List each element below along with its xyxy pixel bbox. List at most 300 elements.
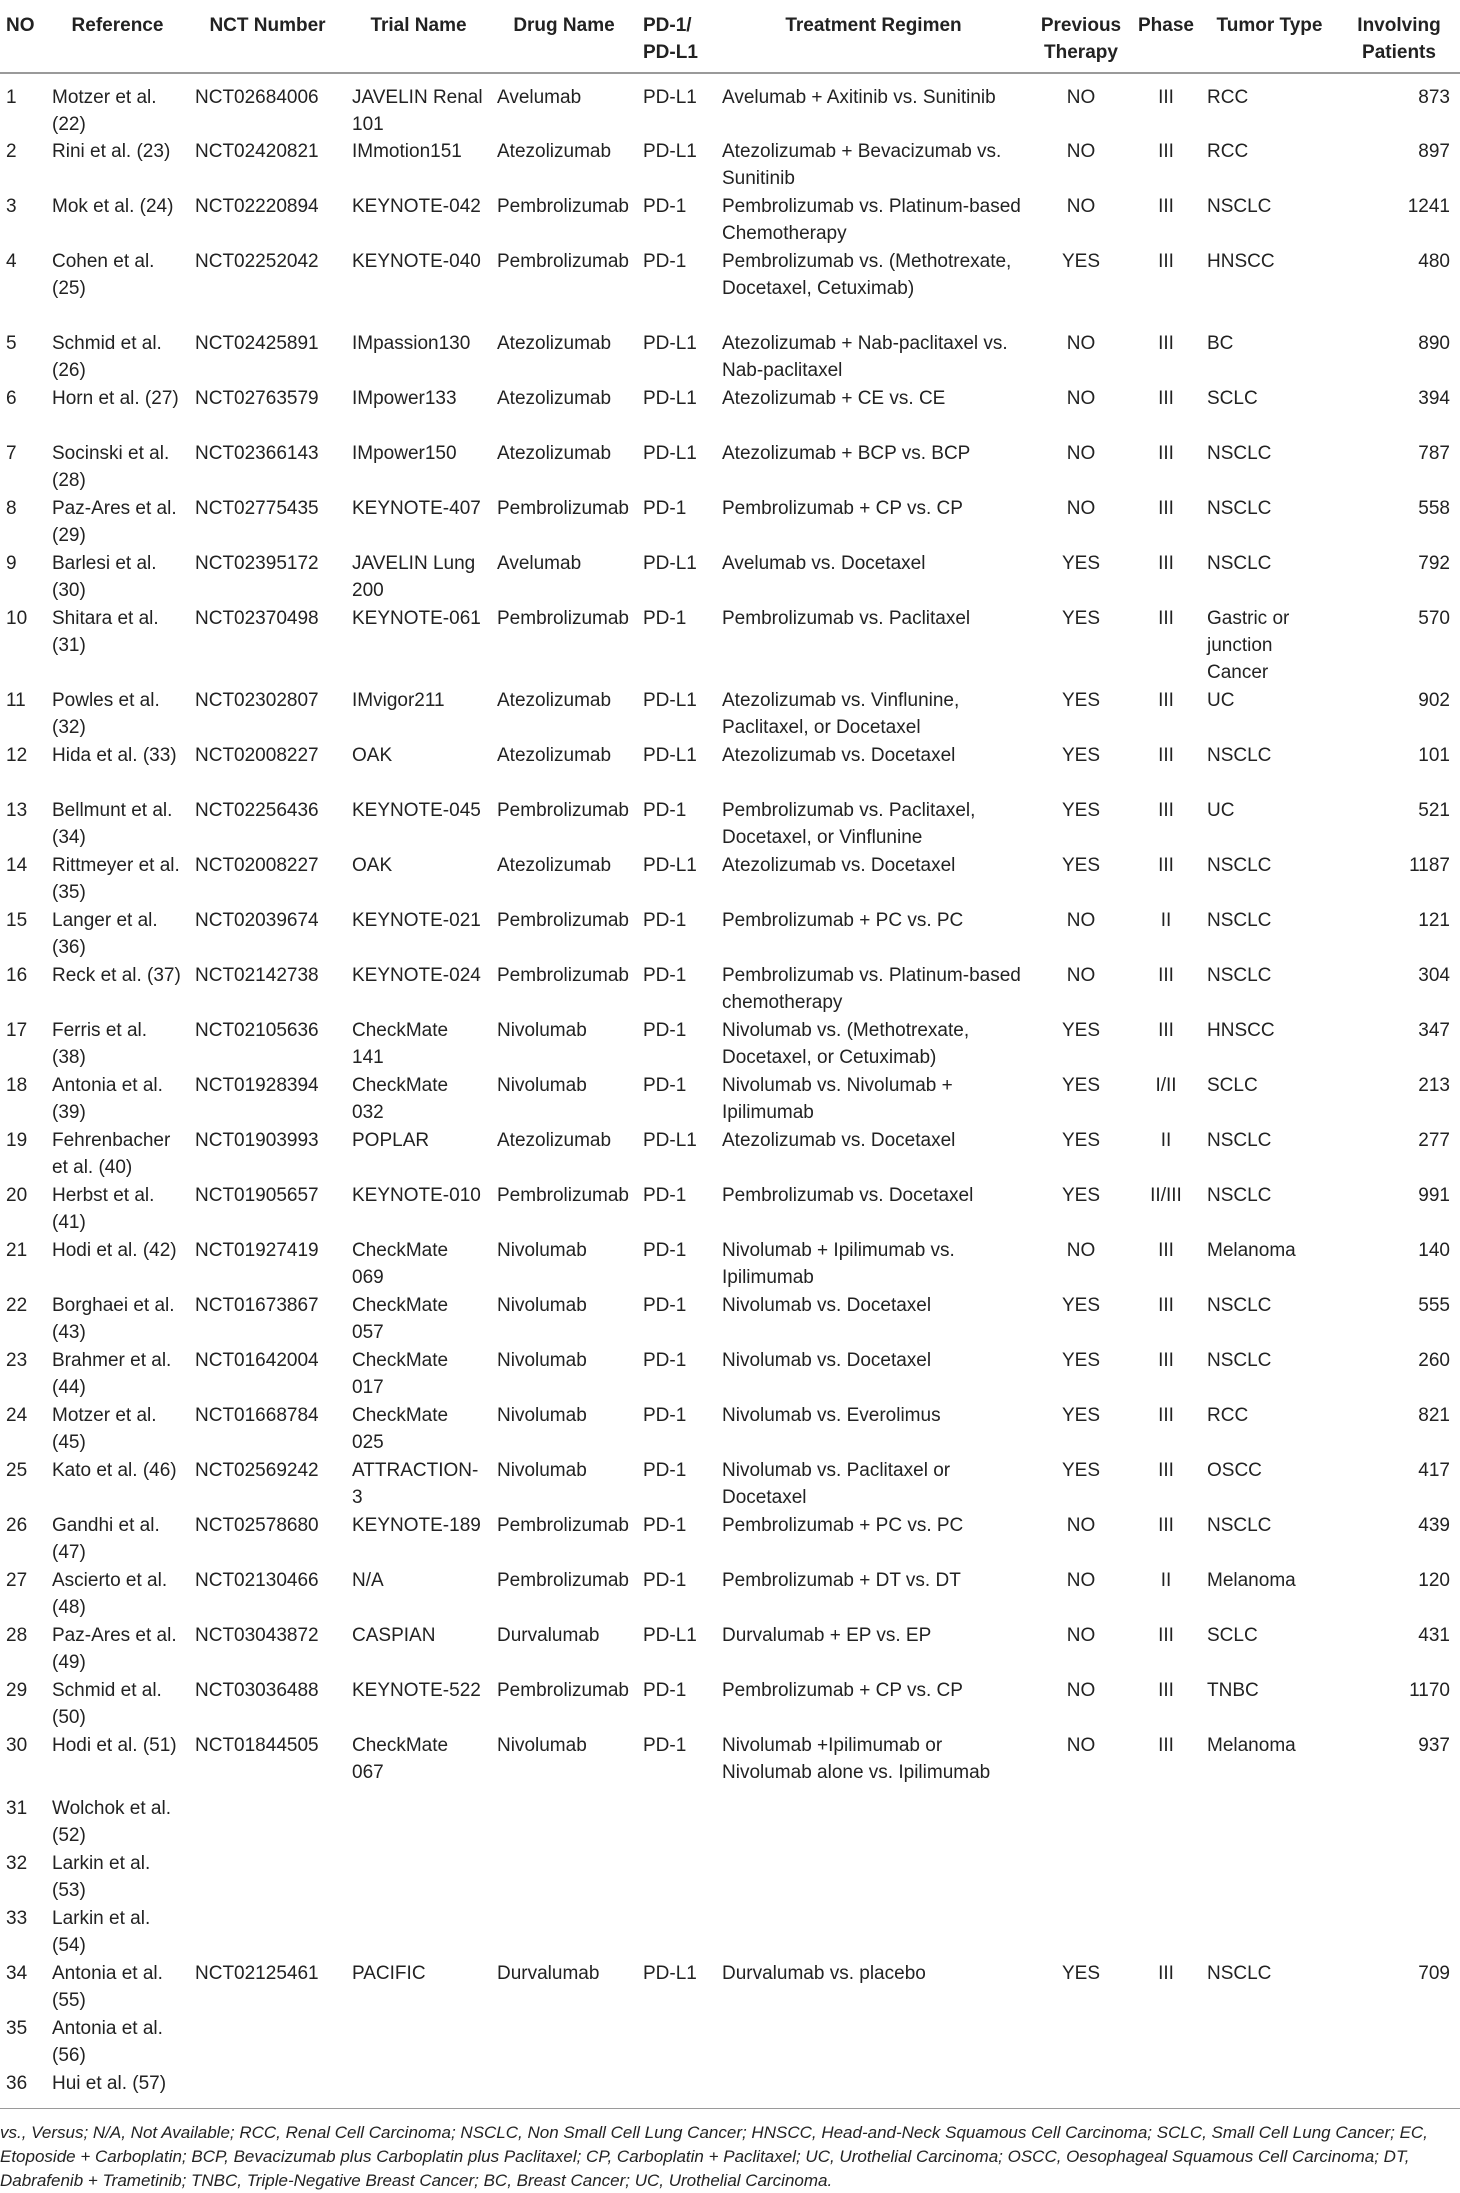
cell-phase: [1131, 2015, 1201, 2070]
cell-phase: III: [1158, 1295, 1174, 1316]
cell-drug-name: Avelumab: [497, 87, 582, 108]
cell-previous-therapy: NO: [1066, 141, 1096, 162]
cell-treatment-regimen: [716, 2070, 1031, 2102]
cell-involving-patients: 555: [1418, 1295, 1450, 1316]
cell-reference: Shitara et al. (31): [52, 608, 159, 656]
table-row: [0, 742, 1460, 797]
cell-nct-number: NCT02425891: [195, 333, 319, 354]
cell-drug-name: Pembrolizumab: [497, 1185, 629, 1206]
cell-phase: III: [1158, 1963, 1174, 1984]
cell-nct-number: NCT02684006: [195, 87, 319, 108]
cell-involving-patients: 897: [1418, 141, 1450, 162]
cell-involving-patients: 709: [1418, 1963, 1450, 1984]
cell-nct-number: [189, 1850, 346, 1905]
cell-phase: III: [1158, 498, 1174, 519]
cell-no: 17: [6, 1020, 28, 1041]
cell-no: 31: [6, 1798, 28, 1819]
cell-involving-patients: 873: [1418, 87, 1450, 108]
cell-involving-patients: [1338, 1850, 1460, 1905]
cell-tumor-type: NSCLC: [1207, 1130, 1272, 1151]
cell-previous-therapy: [1031, 1905, 1131, 1960]
cell-phase: III: [1158, 1680, 1174, 1701]
cell-pd1-pdl1: PD-1: [643, 1405, 687, 1426]
cell-nct-number: NCT02578680: [195, 1515, 319, 1536]
cell-reference: Hida et al. (33): [52, 745, 177, 766]
cell-trial-name: KEYNOTE-040: [352, 251, 481, 272]
cell-treatment-regimen: [716, 1905, 1031, 1960]
cell-tumor-type: HNSCC: [1207, 251, 1275, 272]
cell-reference: Gandhi et al. (47): [52, 1515, 160, 1563]
cell-nct-number: NCT02142738: [195, 965, 319, 986]
table-row: [0, 1677, 1460, 1732]
cell-pd1-pdl1: PD-1: [643, 1020, 687, 1041]
cell-pd1-pdl1: PD-L1: [643, 333, 697, 354]
cell-nct-number: NCT02775435: [195, 498, 319, 519]
cell-previous-therapy: YES: [1061, 1075, 1101, 1096]
cell-involving-patients: [1338, 1787, 1460, 1850]
cell-pd1-pdl1: PD-L1: [643, 745, 697, 766]
cell-trial-name: ATTRACTION-3: [352, 1460, 479, 1508]
cell-nct-number: NCT02395172: [195, 553, 319, 574]
cell-nct-number: NCT02125461: [195, 1963, 319, 1984]
table-row: [0, 1292, 1460, 1347]
table-row: [0, 1402, 1460, 1457]
cell-trial-name: [346, 1850, 491, 1905]
cell-previous-therapy: [1031, 1787, 1131, 1850]
cell-involving-patients: 991: [1418, 1185, 1450, 1206]
cell-involving-patients: 1170: [1409, 1680, 1450, 1701]
cell-nct-number: NCT02105636: [195, 1020, 319, 1041]
cell-no: 12: [6, 745, 28, 766]
cell-drug-name: Pembrolizumab: [497, 1680, 629, 1701]
cell-no: 7: [6, 443, 17, 464]
cell-nct-number: NCT02302807: [195, 690, 319, 711]
cell-drug-name: Pembrolizumab: [497, 1515, 629, 1536]
cell-reference: Brahmer et al. (44): [52, 1350, 172, 1398]
cell-pd1-pdl1: PD-1: [643, 1295, 687, 1316]
table-row: [0, 797, 1460, 852]
cell-no: 25: [6, 1460, 28, 1481]
cell-pd1-pdl1: PD-1: [643, 1515, 687, 1536]
cell-previous-therapy: [1031, 2015, 1131, 2070]
cell-no: 16: [6, 965, 28, 986]
cell-previous-therapy: YES: [1061, 251, 1101, 272]
cell-pd1-pdl1: PD-1: [643, 498, 687, 519]
cell-tumor-type: NSCLC: [1207, 1350, 1272, 1371]
cell-no: 27: [6, 1570, 28, 1591]
cell-no: 20: [6, 1185, 28, 1206]
cell-pd1-pdl1: PD-1: [643, 1075, 687, 1096]
cell-involving-patients: 558: [1418, 498, 1450, 519]
cell-involving-patients: 417: [1418, 1460, 1450, 1481]
cell-drug-name: Pembrolizumab: [497, 498, 629, 519]
cell-drug-name: [491, 1905, 637, 1960]
cell-tumor-type: UC: [1207, 800, 1235, 821]
table-row: [0, 1457, 1460, 1512]
cell-phase: I/II: [1155, 1075, 1177, 1096]
cell-previous-therapy: YES: [1061, 800, 1101, 821]
cell-involving-patients: 570: [1418, 608, 1450, 629]
cell-reference: Ferris et al. (38): [52, 1020, 148, 1068]
cell-tumor-type: OSCC: [1207, 1460, 1262, 1481]
cell-trial-name: CheckMate 067: [352, 1735, 449, 1783]
cell-trial-name: [346, 1787, 491, 1850]
cell-treatment-regimen: Atezolizumab vs. Docetaxel: [722, 745, 956, 766]
cell-no: 36: [6, 2073, 28, 2094]
cell-pd1-pdl1: PD-1: [643, 965, 687, 986]
cell-previous-therapy: NO: [1066, 388, 1096, 409]
cell-no: 14: [6, 855, 28, 876]
cell-phase: III: [1158, 1020, 1174, 1041]
cell-pd1-pdl1: PD-1: [643, 1185, 687, 1206]
table-row: [0, 440, 1460, 495]
cell-trial-name: IMpower133: [352, 388, 457, 409]
cell-phase: III: [1158, 333, 1174, 354]
cell-no: 28: [6, 1625, 28, 1646]
cell-tumor-type: UC: [1207, 690, 1235, 711]
cell-nct-number: NCT01928394: [195, 1075, 319, 1096]
cell-drug-name: Atezolizumab: [497, 1130, 612, 1151]
header-trial-name: Trial Name: [370, 15, 467, 36]
table-row: [0, 1622, 1460, 1677]
cell-involving-patients: 304: [1418, 965, 1450, 986]
cell-treatment-regimen: Atezolizumab vs. Docetaxel: [722, 1130, 956, 1151]
cell-phase: III: [1158, 800, 1174, 821]
cell-trial-name: KEYNOTE-042: [352, 196, 481, 217]
cell-involving-patients: 101: [1418, 745, 1450, 766]
cell-previous-therapy: YES: [1061, 855, 1101, 876]
cell-no: 3: [6, 196, 17, 217]
cell-drug-name: Avelumab: [497, 553, 582, 574]
cell-drug-name: Nivolumab: [497, 1350, 587, 1371]
cell-involving-patients: [1338, 1905, 1460, 1960]
cell-involving-patients: 347: [1418, 1020, 1450, 1041]
cell-phase: III: [1158, 1460, 1174, 1481]
cell-phase: [1131, 1787, 1201, 1850]
cell-treatment-regimen: Nivolumab +Ipilimumab or Nivolumab alone vs. Ipilimumab: [722, 1735, 991, 1783]
table-footnote: vs., Versus; N/A, Not Available; RCC, Renal Cell Carcinoma; NSCLC, Non Small Cell Lung Cancer; HNSCC, Head-and-Neck Squamous Cell Carcinoma; SCLC, Small Cell Lung Cancer; EC, Etoposide + Carboplatin; BCP, Bevacizumab plus Carboplatin plus Paclitaxel; CP, Carboplatin + Paclitaxel; UC, Urothelial Carcinoma; OSCC, Oesophageal Squamous Cell Carcinoma; DT, Dabrafenib + Trametinib; TNBC, Triple-Negative Breast Cancer; BC, Breast Cancer; UC, Urothelial Carcinoma.: [0, 2108, 1460, 2193]
cell-drug-name: Pembrolizumab: [497, 800, 629, 821]
table-row: [0, 193, 1460, 248]
cell-pd1-pdl1: PD-L1: [643, 443, 697, 464]
table-row: [0, 138, 1460, 193]
cell-treatment-regimen: Pembrolizumab + PC vs. PC: [722, 910, 964, 931]
cell-drug-name: Nivolumab: [497, 1295, 587, 1316]
cell-trial-name: POPLAR: [352, 1130, 430, 1151]
cell-no: 33: [6, 1908, 28, 1929]
cell-trial-name: JAVELIN Renal 101: [352, 87, 483, 135]
cell-reference: Bellmunt et al. (34): [52, 800, 173, 848]
cell-nct-number: NCT02220894: [195, 196, 319, 217]
cell-reference: Hodi et al. (42): [52, 1240, 177, 1261]
cell-previous-therapy: NO: [1066, 910, 1096, 931]
cell-phase: III: [1158, 443, 1174, 464]
cell-phase: II: [1160, 1130, 1172, 1151]
cell-previous-therapy: YES: [1061, 608, 1101, 629]
cell-nct-number: NCT02366143: [195, 443, 319, 464]
cell-previous-therapy: NO: [1066, 1735, 1096, 1756]
cell-drug-name: Durvalumab: [497, 1625, 600, 1646]
cell-involving-patients: 120: [1418, 1570, 1450, 1591]
cell-phase: III: [1158, 1735, 1174, 1756]
header-involving-patients: Involving Patients: [1357, 15, 1441, 63]
cell-involving-patients: 890: [1418, 333, 1450, 354]
cell-reference: Antonia et al. (56): [52, 2018, 163, 2066]
cell-previous-therapy: NO: [1066, 1625, 1096, 1646]
cell-tumor-type: RCC: [1207, 141, 1249, 162]
cell-previous-therapy: YES: [1061, 1405, 1101, 1426]
cell-treatment-regimen: [716, 1787, 1031, 1850]
cell-reference: Reck et al. (37): [52, 965, 181, 986]
cell-phase: III: [1158, 1405, 1174, 1426]
cell-treatment-regimen: Pembrolizumab + CP vs. CP: [722, 1680, 963, 1701]
cell-involving-patients: 787: [1418, 443, 1450, 464]
cell-phase: [1131, 1850, 1201, 1905]
table-row: [0, 1072, 1460, 1127]
cell-no: 5: [6, 333, 17, 354]
cell-drug-name: Pembrolizumab: [497, 251, 629, 272]
cell-no: 1: [6, 87, 17, 108]
cell-nct-number: NCT01642004: [195, 1350, 319, 1371]
cell-pd1-pdl1: PD-1: [643, 1240, 687, 1261]
table-row: [0, 852, 1460, 907]
cell-pd1-pdl1: PD-L1: [643, 388, 697, 409]
cell-involving-patients: 394: [1418, 388, 1450, 409]
cell-no: 34: [6, 1963, 28, 1984]
cell-drug-name: Nivolumab: [497, 1735, 587, 1756]
cell-treatment-regimen: Pembrolizumab + CP vs. CP: [722, 498, 963, 519]
cell-previous-therapy: YES: [1061, 553, 1101, 574]
cell-phase: II: [1160, 910, 1172, 931]
cell-reference: Hodi et al. (51): [52, 1735, 177, 1756]
cell-trial-name: CheckMate 057: [352, 1295, 449, 1343]
cell-reference: Schmid et al. (50): [52, 1680, 162, 1728]
cell-nct-number: [189, 1787, 346, 1850]
cell-no: 4: [6, 251, 17, 272]
cell-nct-number: NCT02256436: [195, 800, 319, 821]
cell-pd1-pdl1: PD-1: [643, 1680, 687, 1701]
cell-drug-name: Pembrolizumab: [497, 608, 629, 629]
cell-pd1-pdl1: [637, 1787, 716, 1850]
cell-pd1-pdl1: [637, 2070, 716, 2102]
cell-tumor-type: Gastric or junction Cancer: [1207, 608, 1290, 683]
cell-pd1-pdl1: PD-L1: [643, 855, 697, 876]
cell-no: 22: [6, 1295, 28, 1316]
cell-reference: Barlesi et al. (30): [52, 553, 157, 601]
cell-tumor-type: Melanoma: [1207, 1735, 1296, 1756]
cell-previous-therapy: NO: [1066, 87, 1096, 108]
cell-treatment-regimen: Pembrolizumab vs. Docetaxel: [722, 1185, 974, 1206]
cell-involving-patients: 902: [1418, 690, 1450, 711]
cell-nct-number: NCT01668784: [195, 1405, 319, 1426]
cell-nct-number: NCT01673867: [195, 1295, 319, 1316]
cell-involving-patients: 521: [1418, 800, 1450, 821]
table-row: [0, 1512, 1460, 1567]
cell-previous-therapy: NO: [1066, 333, 1096, 354]
cell-reference: Horn et al. (27): [52, 388, 179, 409]
table-row: [0, 962, 1460, 1017]
cell-pd1-pdl1: [637, 1850, 716, 1905]
cell-pd1-pdl1: PD-1: [643, 1350, 687, 1371]
cell-involving-patients: 260: [1418, 1350, 1450, 1371]
cell-treatment-regimen: Pembrolizumab vs. Platinum-based chemotherapy: [722, 965, 1021, 1013]
cell-trial-name: KEYNOTE-407: [352, 498, 481, 519]
cell-no: 32: [6, 1853, 28, 1874]
cell-drug-name: Atezolizumab: [497, 333, 612, 354]
table-row: [0, 248, 1460, 330]
cell-trial-name: CheckMate 032: [352, 1075, 449, 1123]
cell-phase: III: [1158, 855, 1174, 876]
cell-no: 24: [6, 1405, 28, 1426]
cell-trial-name: IMpassion130: [352, 333, 471, 354]
cell-phase: III: [1158, 1625, 1174, 1646]
cell-nct-number: NCT03043872: [195, 1625, 319, 1646]
cell-phase: III: [1158, 196, 1174, 217]
table-row: [0, 550, 1460, 605]
cell-drug-name: Atezolizumab: [497, 443, 612, 464]
cell-pd1-pdl1: PD-L1: [643, 87, 697, 108]
cell-phase: III: [1158, 1515, 1174, 1536]
cell-reference: Ascierto et al. (48): [52, 1570, 168, 1618]
cell-phase: III: [1158, 1240, 1174, 1261]
cell-pd1-pdl1: [637, 2015, 716, 2070]
cell-reference: Paz-Ares et al. (49): [52, 1625, 177, 1673]
cell-phase: III: [1158, 141, 1174, 162]
cell-involving-patients: [1338, 2070, 1460, 2102]
header-drug-name: Drug Name: [513, 15, 615, 36]
cell-drug-name: Pembrolizumab: [497, 1570, 629, 1591]
cell-no: 30: [6, 1735, 28, 1756]
cell-drug-name: Atezolizumab: [497, 745, 612, 766]
cell-trial-name: KEYNOTE-061: [352, 608, 481, 629]
cell-reference: Borghaei et al. (43): [52, 1295, 175, 1343]
cell-pd1-pdl1: PD-1: [643, 608, 687, 629]
cell-trial-name: N/A: [352, 1570, 384, 1591]
cell-reference: Rini et al. (23): [52, 141, 171, 162]
table-row: [0, 1960, 1460, 2015]
cell-tumor-type: BC: [1207, 333, 1234, 354]
cell-pd1-pdl1: PD-L1: [643, 1130, 697, 1151]
cell-reference: Schmid et al. (26): [52, 333, 162, 381]
table-row: [0, 1127, 1460, 1182]
cell-tumor-type: SCLC: [1207, 1625, 1258, 1646]
cell-treatment-regimen: Pembrolizumab vs. Paclitaxel, Docetaxel, or Vinflunine: [722, 800, 976, 848]
cell-reference: Larkin et al. (54): [52, 1908, 151, 1956]
cell-trial-name: KEYNOTE-522: [352, 1680, 481, 1701]
cell-previous-therapy: NO: [1066, 1240, 1096, 1261]
cell-reference: Wolchok et al. (52): [52, 1798, 171, 1846]
cell-tumor-type: SCLC: [1207, 388, 1258, 409]
cell-phase: II/III: [1150, 1185, 1182, 1206]
cell-phase: [1131, 1905, 1201, 1960]
cell-previous-therapy: YES: [1061, 1185, 1101, 1206]
cell-drug-name: Durvalumab: [497, 1963, 600, 1984]
cell-pd1-pdl1: PD-L1: [643, 553, 697, 574]
cell-reference: Motzer et al. (45): [52, 1405, 157, 1453]
cell-treatment-regimen: [716, 1850, 1031, 1905]
cell-treatment-regimen: [716, 2015, 1031, 2070]
cell-nct-number: [189, 2015, 346, 2070]
cell-pd1-pdl1: PD-L1: [643, 690, 697, 711]
cell-pd1-pdl1: PD-1: [643, 1570, 687, 1591]
cell-tumor-type: NSCLC: [1207, 1515, 1272, 1536]
cell-tumor-type: [1201, 2070, 1338, 2102]
cell-previous-therapy: NO: [1066, 1680, 1096, 1701]
cell-reference: Paz-Ares et al. (29): [52, 498, 177, 546]
table-row: [0, 1017, 1460, 1072]
cell-nct-number: NCT01905657: [195, 1185, 319, 1206]
cell-drug-name: Pembrolizumab: [497, 965, 629, 986]
cell-trial-name: [346, 2015, 491, 2070]
cell-pd1-pdl1: PD-1: [643, 910, 687, 931]
cell-previous-therapy: NO: [1066, 1515, 1096, 1536]
cell-pd1-pdl1: PD-1: [643, 251, 687, 272]
cell-drug-name: Atezolizumab: [497, 690, 612, 711]
cell-previous-therapy: NO: [1066, 1570, 1096, 1591]
table-row: [0, 2015, 1460, 2070]
cell-treatment-regimen: Avelumab vs. Docetaxel: [722, 553, 926, 574]
cell-phase: III: [1158, 87, 1174, 108]
cell-nct-number: NCT02008227: [195, 745, 319, 766]
cell-trial-name: IMpower150: [352, 443, 457, 464]
cell-involving-patients: 821: [1418, 1405, 1450, 1426]
cell-nct-number: NCT02008227: [195, 855, 319, 876]
cell-no: 35: [6, 2018, 28, 2039]
table-row: [0, 2070, 1460, 2102]
cell-phase: III: [1158, 745, 1174, 766]
cell-tumor-type: NSCLC: [1207, 1963, 1272, 1984]
cell-treatment-regimen: Nivolumab vs. Paclitaxel or Docetaxel: [722, 1460, 951, 1508]
cell-reference: Antonia et al. (55): [52, 1963, 163, 2011]
cell-drug-name: Atezolizumab: [497, 388, 612, 409]
cell-no: 21: [6, 1240, 28, 1261]
cell-nct-number: NCT02370498: [195, 608, 319, 629]
cell-tumor-type: NSCLC: [1207, 910, 1272, 931]
table-header-row: [0, 0, 1460, 73]
cell-no: 19: [6, 1130, 28, 1151]
cell-nct-number: NCT02763579: [195, 388, 319, 409]
cell-tumor-type: NSCLC: [1207, 855, 1272, 876]
cell-no: 13: [6, 800, 28, 821]
table-row: [0, 1237, 1460, 1292]
cell-drug-name: Nivolumab: [497, 1075, 587, 1096]
cell-reference: Fehrenbacher et al. (40): [52, 1130, 171, 1178]
cell-pd1-pdl1: PD-1: [643, 196, 687, 217]
cell-previous-therapy: YES: [1061, 1130, 1101, 1151]
table-row: [0, 495, 1460, 550]
cell-drug-name: Atezolizumab: [497, 141, 612, 162]
header-previous-therapy: Previous Therapy: [1040, 15, 1122, 63]
table-row: [0, 73, 1460, 138]
cell-involving-patients: 792: [1418, 553, 1450, 574]
cell-no: 11: [6, 690, 26, 711]
cell-trial-name: KEYNOTE-021: [352, 910, 481, 931]
cell-drug-name: Pembrolizumab: [497, 196, 629, 217]
cell-trial-name: JAVELIN Lung 200: [352, 553, 476, 601]
cell-reference: Herbst et al. (41): [52, 1185, 155, 1233]
cell-treatment-regimen: Nivolumab vs. Everolimus: [722, 1405, 941, 1426]
cell-trial-name: PACIFIC: [352, 1963, 426, 1984]
cell-nct-number: [189, 1905, 346, 1960]
cell-no: 26: [6, 1515, 28, 1536]
table-row: [0, 907, 1460, 962]
header-tumor-type: Tumor Type: [1216, 15, 1323, 36]
cell-previous-therapy: YES: [1061, 1020, 1101, 1041]
cell-tumor-type: [1201, 2015, 1338, 2070]
cell-nct-number: NCT01844505: [195, 1735, 319, 1756]
cell-tumor-type: TNBC: [1207, 1680, 1259, 1701]
cell-treatment-regimen: Durvalumab + EP vs. EP: [722, 1625, 932, 1646]
